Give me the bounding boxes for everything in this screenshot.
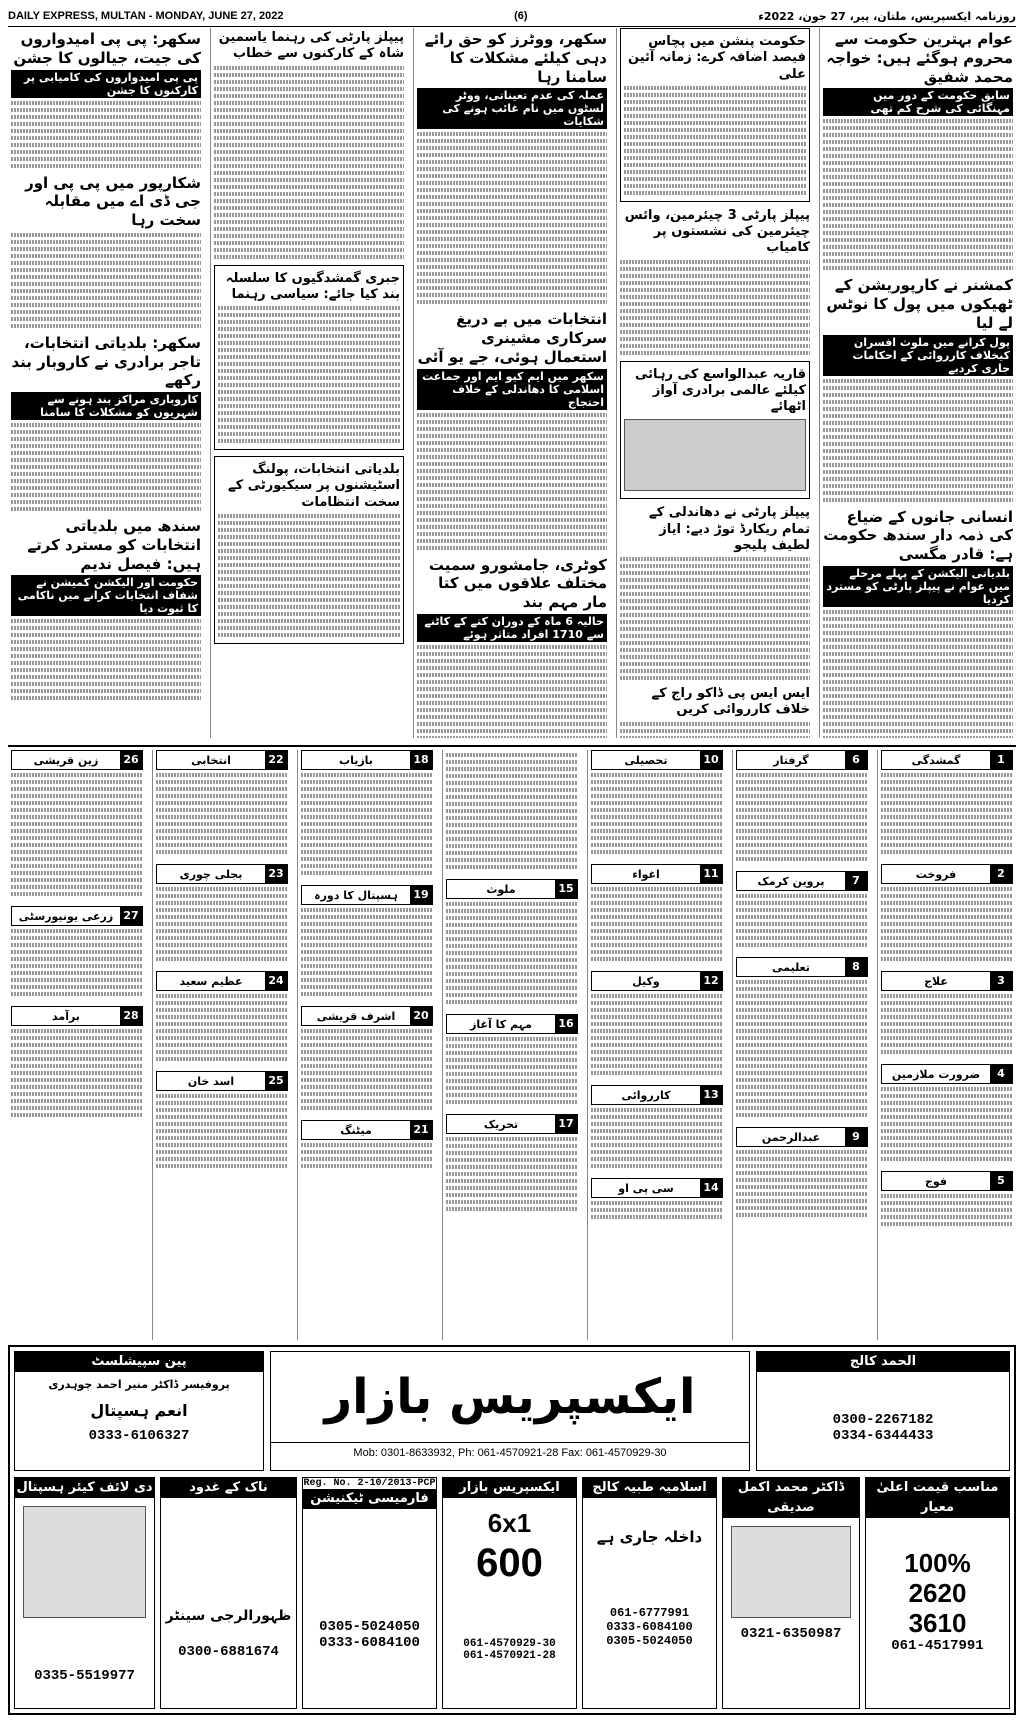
news-column-4	[210, 28, 407, 738]
story-headline[interactable]: سندھ میں بلدیاتی انتخابات کو مسترد کرتے ہیں: فیصل ندیم	[27, 517, 201, 573]
story-headline[interactable]: حکومت پنشن میں پچاس فیصد اضافہ کرے: زمانہ آئین علی	[628, 34, 806, 82]
story-body	[624, 86, 806, 195]
brief-number: 21	[410, 1121, 432, 1139]
story-headline[interactable]: سکھر: پی پی امیدواروں کی جیت، جیالوں کا جشن	[13, 30, 201, 67]
brief-number: 19	[410, 886, 432, 904]
brief-item	[446, 1114, 578, 1211]
ad-quality[interactable]	[865, 1477, 1010, 1709]
brief-number: 14	[700, 1179, 722, 1197]
story-body	[417, 645, 607, 738]
brief-title[interactable]: میٹنگ	[340, 1123, 372, 1137]
story-headline[interactable]: ایس ایس پی ڈاکو راج کے خلاف کارروائی کریں	[651, 686, 810, 718]
ad-stat: 100%	[904, 1548, 971, 1578]
brief-title[interactable]: ہسپتال کا دورہ	[314, 888, 398, 902]
story	[823, 508, 1013, 739]
ad-nasal-allergy[interactable]	[160, 1477, 297, 1709]
briefs-column	[297, 750, 436, 1340]
brief-item	[11, 906, 143, 996]
brief-number: 10	[700, 751, 722, 769]
story	[620, 505, 810, 680]
ad-heading: پین سپیشلسٹ	[15, 1352, 263, 1372]
news-section	[8, 28, 1016, 738]
ad-heading: اسلامیہ طبیہ کالج	[583, 1478, 716, 1498]
brief-title[interactable]: زین قریشی	[33, 753, 99, 767]
brief-number: 22	[265, 751, 287, 769]
story-headline[interactable]: انتخابات میں بے دریغ سرکاری مشینری استعمال ہوئی، جے یو آئی	[417, 310, 607, 366]
brief-number: 4	[990, 1065, 1012, 1083]
brief-title[interactable]: تحصیلی	[624, 753, 668, 767]
brief-title[interactable]: بازیاب	[339, 753, 373, 767]
brief-item	[881, 971, 1013, 1054]
brief-item	[156, 750, 288, 854]
ad-bazaar-rate[interactable]	[442, 1477, 577, 1709]
story	[620, 28, 810, 202]
brief-item	[591, 1178, 723, 1219]
story-headline[interactable]: سکھر: بلدیاتی انتخابات، تاجر برادری نے کاروبار بند رکھے	[11, 333, 201, 390]
brief-title[interactable]: گمشدگی	[911, 753, 961, 767]
news-column-5	[8, 28, 204, 738]
story-body	[11, 619, 201, 700]
news-column-3	[413, 28, 610, 738]
ad-phone: 061-4570921-28	[463, 1650, 556, 1662]
brief-title[interactable]: ضرورت ملازمین	[891, 1067, 981, 1081]
ad-phone: 061-4570929-30	[463, 1638, 556, 1650]
story	[823, 30, 1013, 270]
brief-title[interactable]: برآمد	[52, 1009, 80, 1023]
brief-item	[301, 885, 433, 996]
ad-phone: 061-4517991	[891, 1638, 984, 1654]
brief-title[interactable]: اشرف قریشی	[316, 1009, 396, 1023]
story	[11, 517, 201, 700]
brief-item	[591, 750, 723, 854]
briefs-column	[732, 750, 871, 1340]
briefs-column	[152, 750, 291, 1340]
story-headline[interactable]: کوٹری، جامشورو سمیت مختلف علاقوں میں کتا مار مہم بند	[428, 555, 607, 611]
story-headline[interactable]: انسانی جانوں کے ضیاع کی ذمہ دار سندھ حکومت ہے: قادر مگسی	[823, 507, 1013, 563]
story-body	[218, 306, 400, 443]
ads-section	[8, 1345, 1016, 1715]
brief-item	[446, 1014, 578, 1104]
story	[11, 334, 201, 511]
ad-phone: 0333-6084100	[319, 1635, 420, 1651]
story	[417, 556, 607, 739]
story	[214, 265, 404, 451]
news-column-2	[616, 28, 813, 738]
story-headline[interactable]: شکارپور میں پی پی اور جی ڈی اے میں مقابلہ سخت رہا	[25, 173, 201, 229]
ad-phone: 0335-5519977	[34, 1668, 135, 1684]
story-headline[interactable]: سکھر، ووٹرز کو حق رائے دہی کیلئے مشکلات کا سامنا رہا	[424, 30, 607, 86]
ad-heading: الحمد کالج	[757, 1352, 1009, 1372]
news-column-1	[819, 28, 1016, 738]
story-headline[interactable]: قاریہ عبدالواسع کی رہائی کیلئے عالمی برادری آواز اٹھائے	[635, 366, 806, 414]
story-body	[823, 610, 1013, 738]
story-body	[214, 66, 404, 259]
story-body	[218, 514, 400, 637]
ad-phone: 0305-5024050	[319, 1619, 420, 1635]
brief-item	[156, 971, 288, 1061]
brief-item	[881, 1064, 1013, 1161]
ad-center-name: ظہورالرجی سینٹر	[165, 1608, 292, 1624]
story-headline[interactable]: پیپلز پارٹی 3 چیئرمین، وائس چیئرمین کی نشستوں پر کامیاب	[624, 207, 810, 256]
page-number: (6)	[514, 10, 528, 22]
story-body	[11, 423, 201, 511]
brief-item	[301, 1120, 433, 1168]
brief-title[interactable]: گرفتار	[773, 753, 809, 767]
brief-number: 18	[410, 751, 432, 769]
story	[417, 310, 607, 549]
story-body	[11, 233, 201, 328]
brief-number: 9	[845, 1128, 867, 1146]
ad-phone: 061-6777991	[609, 1606, 690, 1620]
brief-item	[591, 971, 723, 1075]
story-body	[620, 260, 810, 355]
brief-number: 17	[555, 1115, 577, 1133]
briefs-column	[8, 750, 146, 1340]
brief-number: 7	[845, 872, 867, 890]
story-subhead: بلدیاتی الیکشن کے پہلے مرحلے میں عوام نے پیپلز پارٹی کو مسترد کردیا	[823, 566, 1013, 607]
ad-phone: 0305-5024050	[606, 1634, 693, 1648]
brief-title[interactable]: پروین کرمک	[757, 874, 825, 888]
brief-title[interactable]: اغواء	[632, 867, 660, 881]
ad-registration: Reg. No. 2-10/2013-PCP	[303, 1478, 436, 1489]
banner-title: ایکسپریس بازار	[324, 1369, 696, 1425]
brief-number: 12	[700, 972, 722, 990]
ad-college[interactable]	[756, 1351, 1010, 1471]
ad-phone: 0333-6084100	[606, 1620, 693, 1634]
ad-stat: 3610	[908, 1608, 967, 1638]
ad-heading: فارمیسی ٹیکنیشن	[303, 1489, 436, 1509]
story-subhead: پی پی امیدواروں کی کامیابی پر کارکنوں کا جشن	[11, 70, 201, 98]
brief-number: 8	[845, 958, 867, 976]
ad-heading: ایکسپریس بازار	[443, 1478, 576, 1498]
story-headline[interactable]: پیپلز پارٹی کی رہنما یاسمین شاہ کے کارکنوں سے خطاب	[218, 30, 404, 62]
story	[214, 456, 404, 644]
story-headline[interactable]: عوام بہترین حکومت سے محروم ہوگئے ہیں: خواجہ محمد شفیق	[826, 30, 1013, 86]
story-subhead: حالیہ 6 ماہ کے دوران کتے کے کاٹنے سے 1710 افراد متاثر ہوئے	[417, 614, 607, 642]
story-subhead: عملہ کی عدم تعیناتی، ووٹر لسٹوں میں نام غائب ہونے کی شکایات	[417, 88, 607, 129]
brief-number: 23	[265, 865, 287, 883]
brief-number: 20	[410, 1007, 432, 1025]
brief-item	[881, 864, 1013, 961]
ad-tibbia-college[interactable]	[582, 1477, 717, 1709]
story-body	[620, 722, 810, 739]
brief-number: 16	[555, 1015, 577, 1033]
ad-price: 600	[476, 1541, 543, 1585]
brief-title[interactable]: بجلی چوری	[179, 867, 243, 881]
brief-item	[156, 1071, 288, 1168]
ad-lifecare-hospital[interactable]	[14, 1477, 155, 1709]
story-headline[interactable]: بلدیاتی انتخابات، پولنگ اسٹیشنوں پر سیکیورٹی کے سخت انتظامات	[228, 462, 400, 510]
briefs-column	[442, 750, 581, 1340]
brief-number: 2	[990, 865, 1012, 883]
brief-title[interactable]: تعلیمی	[772, 960, 810, 974]
story-subhead: سکھر میں ایم کیو ایم اور جماعت اسلامی کا دھاندلی کے خلاف احتجاج	[417, 369, 607, 410]
ad-phone: 0300-2267182	[832, 1412, 934, 1428]
story	[823, 276, 1013, 501]
story	[620, 686, 810, 738]
brief-title[interactable]: کارروائی	[621, 1088, 671, 1102]
story	[620, 361, 810, 500]
brief-number: 25	[265, 1072, 287, 1090]
brief-item	[156, 864, 288, 961]
story-body	[417, 413, 607, 550]
ad-stat: 2620	[908, 1578, 967, 1608]
story	[11, 30, 201, 168]
briefs-column	[587, 750, 726, 1340]
banner-contact: Mob: 0301-8633932, Ph: 061-4570921-28 Fax: 061-4570929-30	[271, 1442, 749, 1463]
brief-title[interactable]: فوج	[924, 1174, 948, 1188]
ad-heading: دی لائف کیئر ہسپتال	[15, 1478, 154, 1498]
masthead-urdu: روزنامہ ایکسپریس، ملتان، پیر، 27 جون، 2022ء	[758, 9, 1016, 23]
ad-heading: ڈاکٹر محمد اکمل صدیقی	[723, 1478, 859, 1518]
story	[214, 30, 404, 259]
brief-title[interactable]: ملوث	[486, 882, 516, 896]
briefs-column	[877, 750, 1016, 1340]
brief-number: 3	[990, 972, 1012, 990]
masthead-english: DAILY EXPRESS, MULTAN - MONDAY, JUNE 27, 2022	[8, 10, 284, 22]
story-body	[11, 101, 201, 168]
brief-item	[881, 750, 1013, 854]
brief-item	[591, 864, 723, 961]
story-headline[interactable]: جبری گمشدگیوں کا سلسلہ بند کیا جائے: سیاسی رہنما	[225, 270, 400, 302]
brief-title[interactable]: انتخابی	[191, 753, 231, 767]
brief-title[interactable]: سی پی او	[618, 1181, 674, 1195]
ad-pain-specialist[interactable]	[14, 1351, 264, 1471]
story-subhead: پول کرانے میں ملوث افسران کیخلاف کارروائی کے احکامات جاری کردیے	[823, 335, 1013, 376]
brief-item	[736, 750, 868, 861]
ad-express-bazaar-banner[interactable]	[270, 1351, 750, 1471]
ad-phone: 0321-6350987	[740, 1626, 842, 1642]
brief-item	[591, 1085, 723, 1168]
ad-photo	[23, 1506, 146, 1618]
brief-title[interactable]: علاج	[924, 974, 948, 988]
ad-pharmacy-technician[interactable]	[302, 1477, 437, 1709]
brief-item	[301, 1006, 433, 1110]
brief-number: 5	[990, 1172, 1012, 1190]
ad-doctor-name: پروفیسر ڈاکٹر منیر احمد چوہدری	[48, 1378, 230, 1391]
ad-hospital-name: انعم ہسپتال	[90, 1401, 188, 1420]
ad-heading: مناسب قیمت اعلیٰ معیار	[866, 1478, 1009, 1518]
story-subhead: سابق حکومت کے دور میں مہنگائی کی شرح کم تھی	[823, 88, 1013, 116]
story-headline[interactable]: پیپلز پارٹی نے دھاندلی کے تمام ریکارڈ توڑ دیے: ایاز لطیف پلیجو	[649, 505, 810, 553]
story-body	[417, 132, 607, 304]
masthead	[8, 6, 1016, 27]
brief-title[interactable]: عظیم سعید	[179, 974, 243, 988]
story	[11, 174, 201, 328]
brief-number: 27	[120, 907, 142, 925]
brief-title[interactable]: عبدالرحمن	[761, 1130, 821, 1144]
ad-size: 6x1	[487, 1508, 532, 1538]
story-subhead: حکومت اور الیکشن کمیشن نے شفاف انتخابات کرانے میں ناکامی کا ثبوت دیا	[11, 575, 201, 616]
brief-number: 11	[700, 865, 722, 883]
story-body	[620, 557, 810, 680]
ad-doctor[interactable]	[722, 1477, 860, 1709]
brief-number: 15	[555, 880, 577, 898]
brief-number: 6	[845, 751, 867, 769]
brief-title[interactable]: زرعی یونیورسٹی	[18, 909, 114, 923]
brief-number: 13	[700, 1086, 722, 1104]
brief-item	[446, 753, 578, 869]
brief-title[interactable]: وکیل	[632, 974, 660, 988]
brief-item	[446, 879, 578, 1004]
ad-phone: 0333-6106327	[88, 1428, 190, 1444]
story-headline[interactable]: کمشنر نے کارپوریشن کے ٹھیکوں میں پول کا نوٹس لے لیا	[826, 276, 1013, 332]
section-divider	[8, 745, 1016, 747]
story-body	[823, 119, 1013, 270]
story-subhead: کاروباری مراکز بند ہونے سے شہریوں کو مشکلات کا سامنا	[11, 392, 201, 420]
story	[417, 30, 607, 304]
brief-item	[11, 750, 143, 896]
ad-subheading: داخلہ جاری ہے	[596, 1528, 703, 1546]
news-photo	[624, 419, 806, 491]
brief-item	[881, 1171, 1013, 1226]
doctor-photo	[731, 1526, 851, 1618]
brief-title[interactable]: مہم کا آغاز	[470, 1017, 532, 1031]
brief-item	[736, 1127, 868, 1217]
brief-item	[301, 750, 433, 875]
brief-number: 28	[120, 1007, 142, 1025]
briefs-section	[8, 750, 1016, 1340]
story-body	[823, 379, 1013, 502]
ad-phone: 0300-6881674	[178, 1644, 279, 1660]
brief-number: 1	[990, 751, 1012, 769]
brief-title[interactable]: فروخت	[915, 867, 957, 881]
brief-number: 24	[265, 972, 287, 990]
brief-title[interactable]: تحریک	[483, 1117, 519, 1131]
brief-item	[736, 957, 868, 1117]
brief-number: 26	[120, 751, 142, 769]
brief-item	[736, 871, 868, 947]
brief-title[interactable]: اسد خان	[187, 1074, 235, 1088]
story	[620, 208, 810, 355]
brief-item	[11, 1006, 143, 1117]
ad-phone: 0334-6344433	[832, 1428, 934, 1444]
ad-heading: ناک کے غدود	[161, 1478, 296, 1498]
